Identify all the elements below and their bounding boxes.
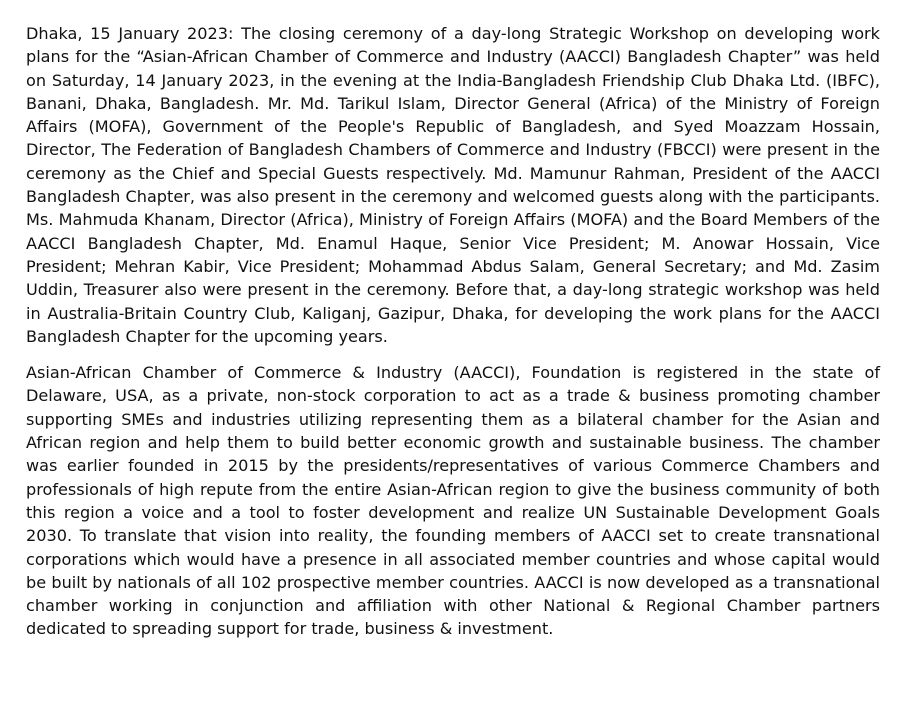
article-body <box>26 22 880 641</box>
article-paragraph-ceremony: Dhaka, 15 January 2023: The closing ceremony of a day-long Strategic Workshop on developing work plans for the “Asian-African Chamber of Commerce and Industry (AACCI) Bangladesh Chapter” was held on Saturday, 14 January 2023, in the evening at the India-Bangladesh Friendship Club Dhaka Ltd. (IBFC), Banani, Dhaka, Bangladesh. Mr. Md. Tarikul Islam, Director General (Africa) of the Ministry of Foreign Affairs (MOFA), Government of the People's Republic of Bangladesh, and Syed Moazzam Hossain, Director, The Federation of Bangladesh Chambers of Commerce and Industry (FBCCI) were present in the ceremony as the Chief and Special Guests respectively. Md. Mamunur Rahman, President of the AACCI Bangladesh Chapter, was also present in the ceremony and welcomed guests along with the participants. Ms. Mahmuda Khanam, Director (Africa), Ministry of Foreign Affairs (MOFA) and the Board Members of the AACCI Bangladesh Chapter, Md. Enamul Haque, Senior Vice President; M. Anowar Hossain, Vice President; Mehran Kabir, Vice President; Mohammad Abdus Salam, General Secretary; and Md. Zasim Uddin, Treasurer also were present in the ceremony. Before that, a day-long strategic workshop was held in Australia-Britain Country Club, Kaliganj, Gazipur, Dhaka, for developing the work plans for the AACCI Bangladesh Chapter for the upcoming years. <box>26 24 880 346</box>
article-paragraph-aacci-background: Asian-African Chamber of Commerce & Industry (AACCI), Foundation is registered in the state of Delaware, USA, as a private, non-stock corporation to act as a trade & business promoting chamber supporting SMEs and industries utilizing representing them as a bilateral chamber for the Asian and African region and help them to build better economic growth and sustainable business. The chamber was earlier founded in 2015 by the presidents/representatives of various Commerce Chambers and professionals of high repute from the entire Asian-African region to give the business community of both this region a voice and a tool to foster development and realize UN Sustainable Development Goals 2030. To translate that vision into reality, the founding members of AACCI set to create transnational corporations which would have a presence in all associated member countries and whose capital would be built by nationals of all 102 prospective member countries. AACCI is now developed as a transnational chamber working in conjunction and affiliation with other National & Regional Chamber partners dedicated to spreading support for trade, business & investment. <box>26 363 880 639</box>
